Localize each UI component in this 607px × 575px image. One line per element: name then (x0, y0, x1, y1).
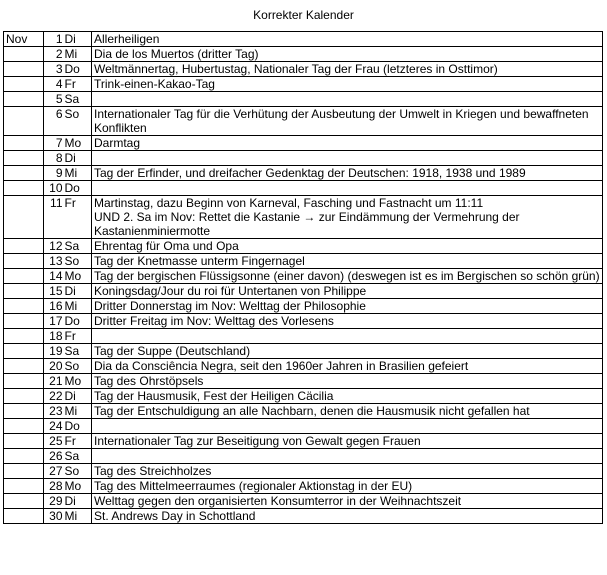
weekday: Mo (64, 136, 92, 151)
event-description: Dia de los Muertos (dritter Tag) (92, 47, 603, 62)
weekday: Fr (64, 434, 92, 449)
event-description: Tag der Erfinder, und dreifacher Gedenktag der Deutschen: 1918, 1938 und 1989 (92, 166, 603, 181)
event-description: Tag der Entschuldigung an alle Nachbarn, denen die Hausmusik nicht gefallen hat (92, 404, 603, 419)
day-number: 7 (44, 136, 64, 151)
month-cell (4, 92, 44, 107)
event-description: Koningsdag/Jour du roi für Untertanen von Philippe (92, 284, 603, 299)
weekday: Mo (64, 269, 92, 284)
calendar-row (4, 62, 603, 77)
weekday: Mi (64, 299, 92, 314)
calendar-row (4, 92, 603, 107)
weekday: Fr (64, 329, 92, 344)
weekday: Mi (64, 509, 92, 524)
weekday: Di (64, 151, 92, 166)
day-number: 4 (44, 77, 64, 92)
day-number: 23 (44, 404, 64, 419)
day-number: 13 (44, 254, 64, 269)
calendar-row (4, 196, 603, 239)
calendar-row (4, 359, 603, 374)
day-number: 8 (44, 151, 64, 166)
calendar-row (4, 329, 603, 344)
month-cell (4, 299, 44, 314)
weekday: Sa (64, 239, 92, 254)
weekday: Sa (64, 449, 92, 464)
weekday: Do (64, 181, 92, 196)
month-cell (4, 449, 44, 464)
month-cell (4, 77, 44, 92)
weekday: Sa (64, 344, 92, 359)
day-number: 15 (44, 284, 64, 299)
day-number: 21 (44, 374, 64, 389)
event-description: Tag der Hausmusik, Fest der Heiligen Cäcilia (92, 389, 603, 404)
calendar-row (4, 419, 603, 434)
month-cell (4, 419, 44, 434)
event-description: Martinstag, dazu Beginn von Karneval, Fasching und Fastnacht um 11:11 UND 2. Sa im Nov: Rettet die Kastanie → zur Eindämmung der Vermehrung der Kastanienminiermotte (92, 196, 603, 239)
event-description: Allerheiligen (92, 32, 603, 47)
calendar-row (4, 284, 603, 299)
event-description: Dia da Consciência Negra, seit den 1960er Jahren in Brasilien gefeiert (92, 359, 603, 374)
day-number: 14 (44, 269, 64, 284)
calendar-row (4, 314, 603, 329)
weekday: Di (64, 284, 92, 299)
month-cell (4, 151, 44, 166)
event-description: Tag des Mittelmeerraumes (regionaler Aktionstag in der EU) (92, 479, 603, 494)
event-description (92, 329, 603, 344)
event-description: Internationaler Tag für die Verhütung der Ausbeutung der Umwelt in Kriegen und bewaffneten Konflikten (92, 107, 603, 136)
month-cell (4, 239, 44, 254)
day-number: 10 (44, 181, 64, 196)
event-description: Ehrentag für Oma und Opa (92, 239, 603, 254)
day-number: 22 (44, 389, 64, 404)
calendar-row (4, 389, 603, 404)
day-number: 12 (44, 239, 64, 254)
day-number: 27 (44, 464, 64, 479)
weekday: So (64, 254, 92, 269)
calendar-row (4, 254, 603, 269)
weekday: So (64, 359, 92, 374)
weekday: Di (64, 389, 92, 404)
event-description: Tag der bergischen Flüssigsonne (einer davon) (deswegen ist es im Bergischen so schön grün) (92, 269, 603, 284)
weekday: Mi (64, 404, 92, 419)
month-cell (4, 404, 44, 419)
day-number: 30 (44, 509, 64, 524)
month-cell (4, 494, 44, 509)
day-number: 20 (44, 359, 64, 374)
day-number: 3 (44, 62, 64, 77)
weekday: Fr (64, 196, 92, 239)
calendar-row (4, 479, 603, 494)
month-cell: Nov (4, 32, 44, 47)
weekday: Sa (64, 92, 92, 107)
calendar-row (4, 47, 603, 62)
month-cell (4, 107, 44, 136)
calendar-row (4, 32, 603, 47)
weekday: Do (64, 62, 92, 77)
day-number: 29 (44, 494, 64, 509)
weekday: Do (64, 314, 92, 329)
day-number: 6 (44, 107, 64, 136)
event-description (92, 92, 603, 107)
month-cell (4, 359, 44, 374)
weekday: Mo (64, 479, 92, 494)
event-description: St. Andrews Day in Schottland (92, 509, 603, 524)
event-description (92, 449, 603, 464)
calendar-row (4, 151, 603, 166)
day-number: 28 (44, 479, 64, 494)
day-number: 11 (44, 196, 64, 239)
calendar-row (4, 166, 603, 181)
calendar-row (4, 299, 603, 314)
month-cell (4, 47, 44, 62)
calendar-row (4, 77, 603, 92)
calendar-row (4, 136, 603, 151)
weekday: Fr (64, 77, 92, 92)
month-cell (4, 374, 44, 389)
event-description: Tag des Streichholzes (92, 464, 603, 479)
weekday: So (64, 464, 92, 479)
calendar-body (4, 32, 603, 524)
month-cell (4, 344, 44, 359)
page-title: Korrekter Kalender (253, 8, 354, 22)
calendar-row (4, 464, 603, 479)
event-description: Trink-einen-Kakao-Tag (92, 77, 603, 92)
month-cell (4, 254, 44, 269)
event-description: Darmtag (92, 136, 603, 151)
month-cell (4, 434, 44, 449)
day-number: 2 (44, 47, 64, 62)
event-description: Weltmännertag, Hubertustag, Nationaler Tag der Frau (letzteres in Osttimor) (92, 62, 603, 77)
calendar-row (4, 404, 603, 419)
calendar-row (4, 181, 603, 196)
event-description (92, 181, 603, 196)
calendar-row (4, 449, 603, 464)
calendar-row (4, 494, 603, 509)
calendar-row (4, 239, 603, 254)
month-cell (4, 166, 44, 181)
month-cell (4, 314, 44, 329)
day-number: 16 (44, 299, 64, 314)
event-description: Welttag gegen den organisierten Konsumterror in der Weihnachtszeit (92, 494, 603, 509)
day-number: 24 (44, 419, 64, 434)
event-description: Dritter Donnerstag im Nov: Welttag der Philosophie (92, 299, 603, 314)
day-number: 25 (44, 434, 64, 449)
calendar-table (3, 31, 603, 524)
calendar-row (4, 374, 603, 389)
day-number: 17 (44, 314, 64, 329)
month-cell (4, 136, 44, 151)
weekday: Di (64, 494, 92, 509)
weekday: Di (64, 32, 92, 47)
event-description (92, 151, 603, 166)
day-number: 1 (44, 32, 64, 47)
day-number: 5 (44, 92, 64, 107)
event-description: Tag des Ohrstöpsels (92, 374, 603, 389)
weekday: Mo (64, 374, 92, 389)
weekday: Mi (64, 47, 92, 62)
month-cell (4, 62, 44, 77)
weekday: Mi (64, 166, 92, 181)
month-cell (4, 284, 44, 299)
month-cell (4, 269, 44, 284)
event-description: Tag der Suppe (Deutschland) (92, 344, 603, 359)
calendar-row (4, 107, 603, 136)
month-cell (4, 464, 44, 479)
month-cell (4, 479, 44, 494)
weekday: So (64, 107, 92, 136)
day-number: 18 (44, 329, 64, 344)
day-number: 9 (44, 166, 64, 181)
event-description (92, 419, 603, 434)
month-cell (4, 509, 44, 524)
calendar-row (4, 434, 603, 449)
event-description: Internationaler Tag zur Beseitigung von Gewalt gegen Frauen (92, 434, 603, 449)
day-number: 19 (44, 344, 64, 359)
month-cell (4, 196, 44, 239)
month-cell (4, 329, 44, 344)
calendar-row (4, 509, 603, 524)
event-description: Dritter Freitag im Nov: Welttag des Vorlesens (92, 314, 603, 329)
calendar-row (4, 269, 603, 284)
calendar-row (4, 344, 603, 359)
weekday: Do (64, 419, 92, 434)
day-number: 26 (44, 449, 64, 464)
event-description: Tag der Knetmasse unterm Fingernagel (92, 254, 603, 269)
month-cell (4, 181, 44, 196)
month-cell (4, 389, 44, 404)
